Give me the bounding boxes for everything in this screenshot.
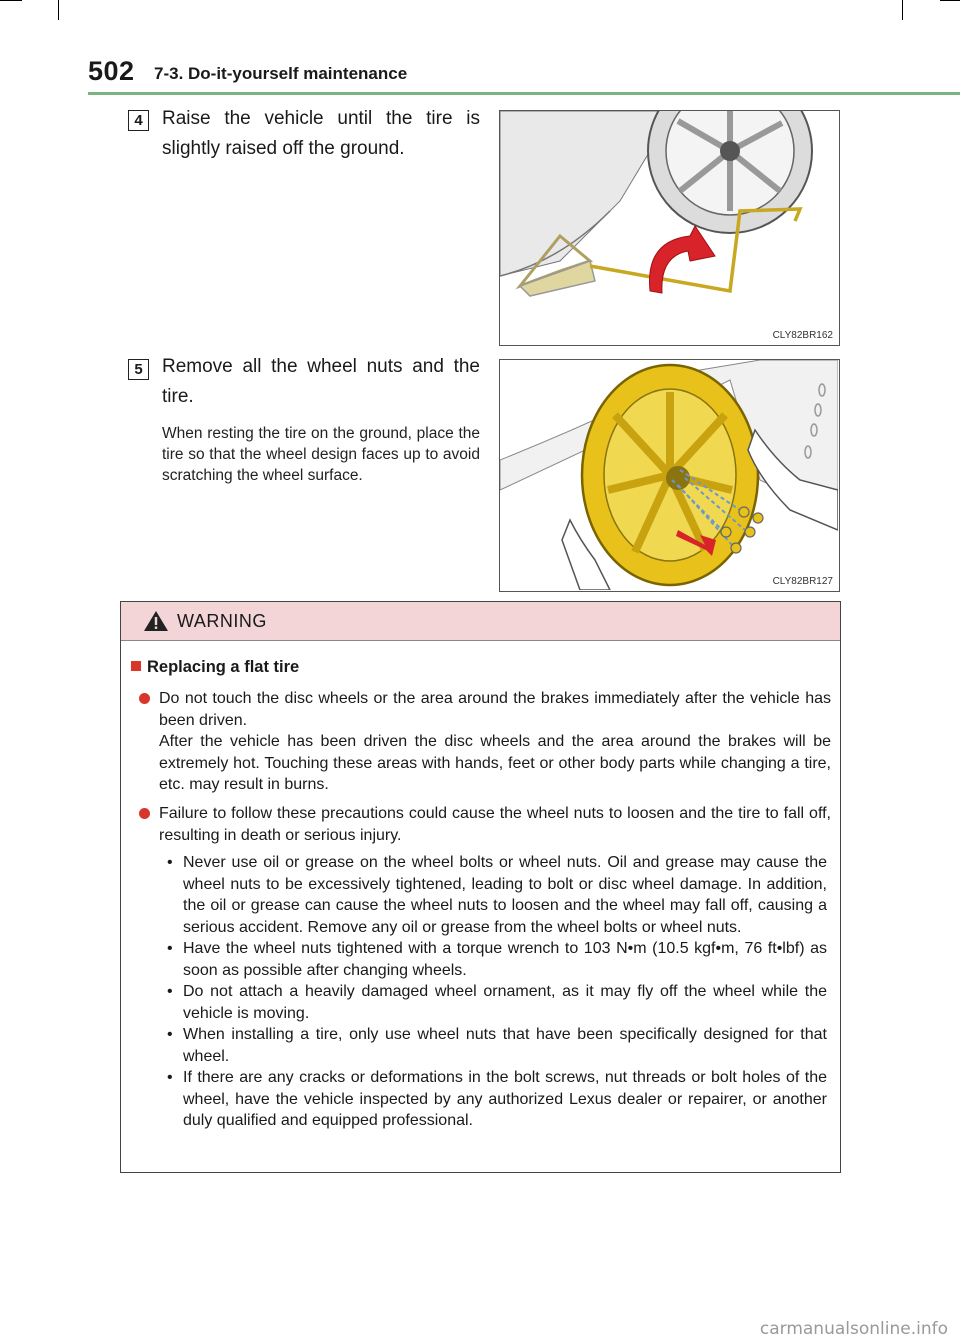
section-title: 7-3. Do-it-yourself maintenance — [154, 64, 408, 83]
warning-title: WARNING — [177, 611, 267, 631]
figure-code: CLY82BR162 — [772, 330, 833, 341]
list-item: • If there are any cracks or deformations in the bolt screws, nut threads or bolt holes of the wheel, have the vehicle inspected by any authorized Lexus dealer or repairer, or another duly qualified and equipped professional. — [167, 1067, 827, 1132]
list-item: • Never use oil or grease on the wheel bolts or wheel nuts. Oil and grease may cause the wheel nuts to be excessively tightened, leading to bolt or disc wheel damage. In addition, the oil or grease can cause the wheel nuts to loosen and the wheel may fall off, causing a serious accident. Remove any oil or grease from the wheel bolts or wheel nuts. — [167, 852, 827, 938]
red-bullet-icon — [139, 693, 150, 704]
list-item: • When installing a tire, only use wheel nuts that have been specifically designed for that wheel. — [167, 1024, 827, 1067]
crop-mark — [0, 0, 22, 1]
warning-header — [121, 602, 840, 641]
step-note: When resting the tire on the ground, place the tire so that the wheel design faces up to avoid scratching the wheel surface. — [162, 425, 480, 484]
paragraph-text: Failure to follow these precautions could cause the wheel nuts to loosen and the tire to fall off, resulting in death or serious injury. — [159, 805, 831, 844]
crop-mark — [940, 0, 960, 1]
warning-paragraph — [139, 803, 831, 846]
page-number: 502 — [88, 56, 135, 86]
tire-removal-illustration — [499, 359, 840, 592]
page-header — [88, 52, 960, 92]
red-bullet-icon — [139, 808, 150, 819]
subheading-text: Replacing a flat tire — [147, 658, 300, 676]
jack-illustration — [499, 110, 840, 346]
crop-mark — [902, 0, 903, 20]
step-instruction: Remove all the wheel nuts and the tire. — [162, 356, 480, 407]
figure-code: CLY82BR127 — [772, 576, 833, 587]
red-square-icon — [131, 661, 141, 671]
step-instruction: Raise the vehicle until the tire is slightly raised off the ground. — [162, 108, 480, 159]
warning-box — [120, 601, 841, 1173]
list-item: • Do not attach a heavily damaged wheel ornament, as it may fly off the wheel while the vehicle is moving. — [167, 981, 827, 1024]
warning-subheading — [131, 658, 299, 677]
footer-watermark: carmanualsonline.info — [759, 1319, 948, 1339]
step-number-badge: 4 — [128, 110, 149, 131]
list-item: • Have the wheel nuts tightened with a torque wrench to 103 N•m (10.5 kgf•m, 76 ft•lbf) as soon as possible after changing wheels. — [167, 938, 827, 981]
warning-bullet-list — [167, 852, 827, 1132]
step-number-badge: 5 — [128, 359, 149, 380]
header-rule — [88, 92, 960, 95]
paragraph-text: After the vehicle has been driven the disc wheels and the area around the brakes will be extremely hot. Touching these areas with hands, feet or other body parts while changing a tire, etc. may result in burns. — [159, 733, 831, 793]
warning-triangle-icon — [143, 610, 169, 637]
warning-paragraph — [139, 688, 831, 796]
paragraph-text: Do not touch the disc wheels or the area around the brakes immediately after the vehicle has been driven. — [159, 690, 831, 729]
crop-mark — [58, 0, 59, 20]
